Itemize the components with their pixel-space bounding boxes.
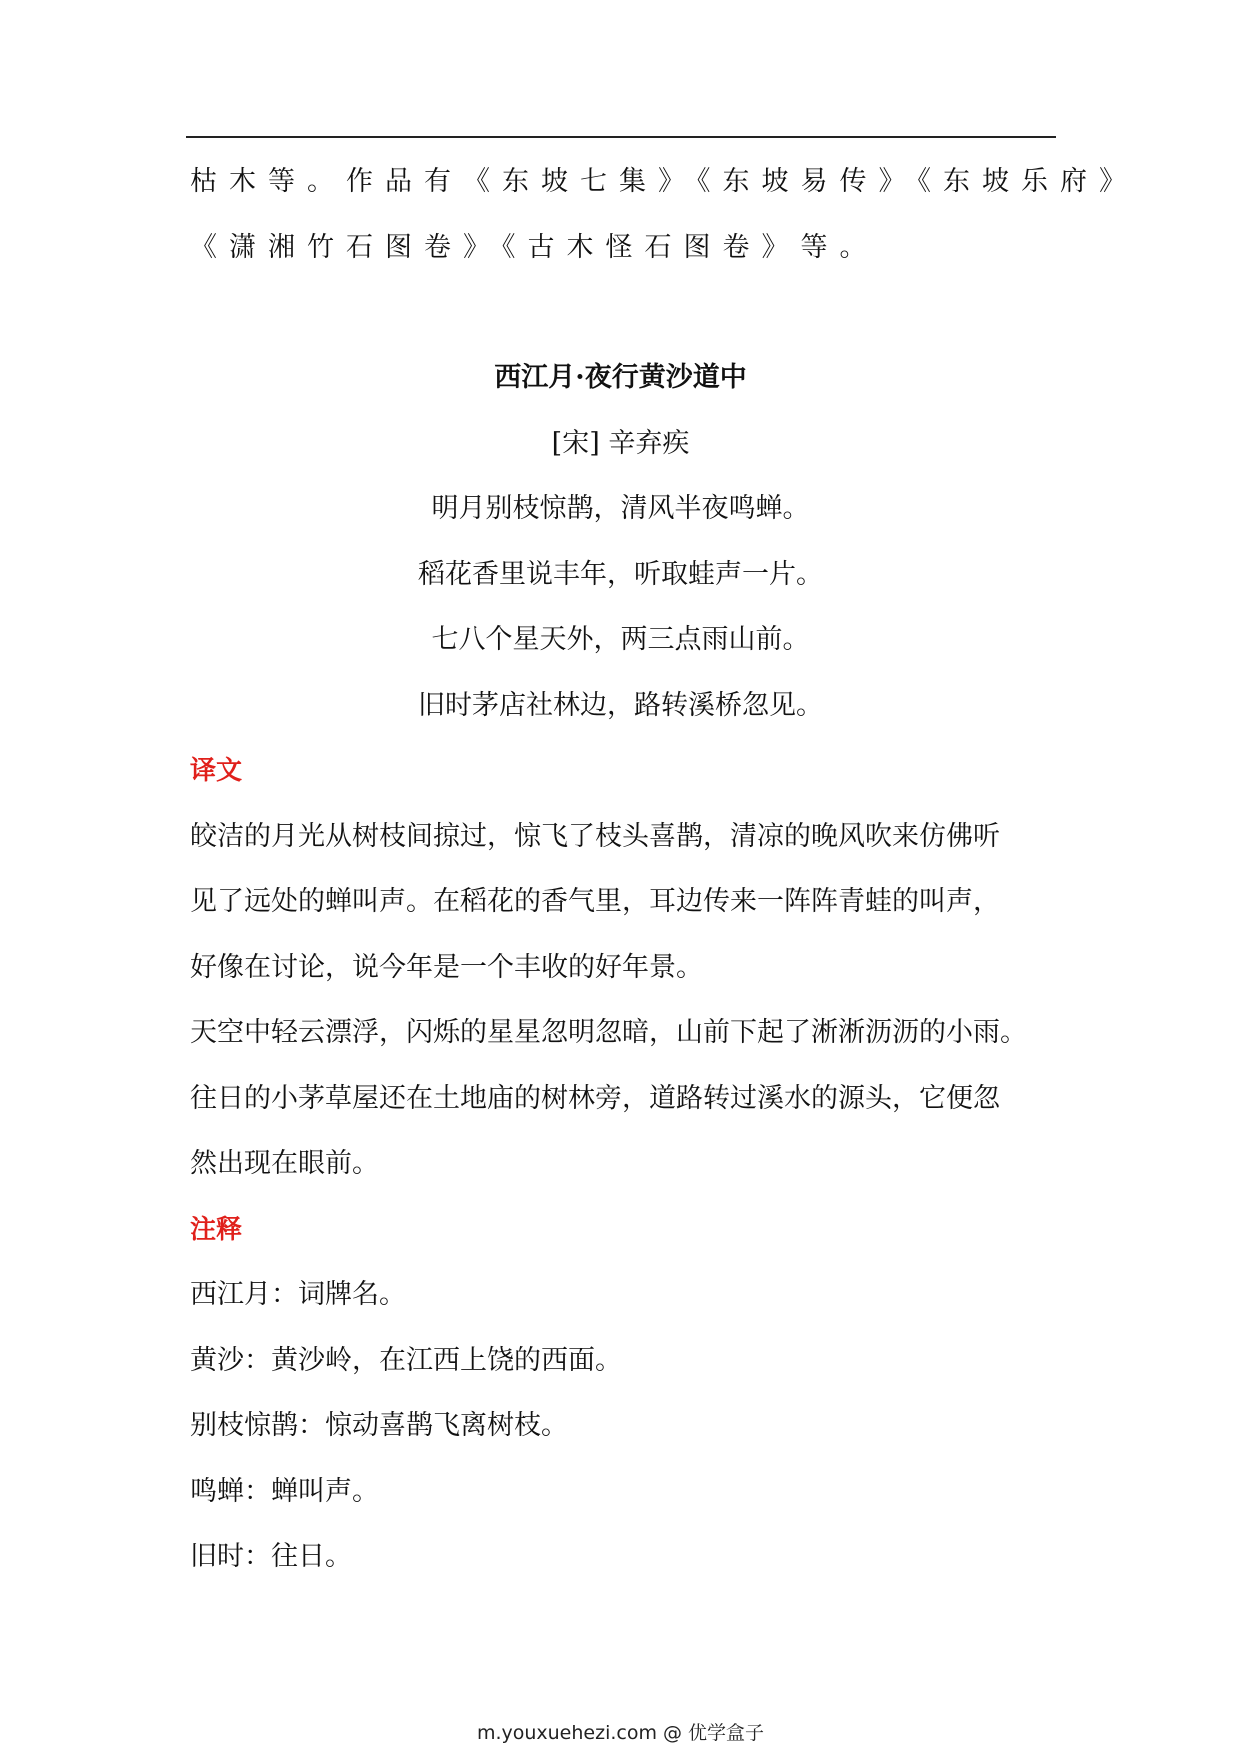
poem-line: 明月别枝惊鹊，清风半夜鸣蝉。: [431, 493, 810, 524]
note-item: 鸣蝉：蝉叫声。: [190, 1476, 379, 1507]
translation-line: 好像在讨论，说今年是一个丰收的好年景。: [190, 952, 703, 983]
intro-line-2: 《潇湘竹石图卷》《古木怪石图卷》等。: [190, 232, 879, 263]
poem-line: 稻花香里说丰年，听取蛙声一片。: [418, 559, 823, 590]
header-divider: [186, 136, 1056, 138]
note-item: 黄沙：黄沙岭，在江西上饶的西面。: [190, 1345, 622, 1376]
note-item: 旧时：往日。: [190, 1541, 352, 1572]
translation-line: 皎洁的月光从树枝间掠过，惊飞了枝头喜鹊，清凉的晚风吹来仿佛听: [190, 821, 1000, 852]
translation-line: 天空中轻云漂浮，闪烁的星星忽明忽暗，山前下起了淅淅沥沥的小雨。: [190, 1017, 1027, 1048]
translation-line: 然出现在眼前。: [190, 1148, 379, 1179]
translation-line: 见了远处的蝉叫声。在稻花的香气里，耳边传来一阵阵青蛙的叫声，: [190, 886, 1000, 917]
note-item: 西江月：词牌名。: [190, 1279, 406, 1310]
poem-author: [宋] 辛弃疾: [551, 428, 690, 459]
notes-heading: 注释: [190, 1215, 243, 1245]
poem-title: 西江月·夜行黄沙道中: [494, 362, 747, 393]
translation-line: 往日的小茅草屋还在土地庙的树林旁，道路转过溪水的源头，它便忽: [190, 1083, 1000, 1114]
poem-line: 旧时茅店社林边，路转溪桥忽见。: [418, 690, 823, 721]
translation-heading: 译文: [190, 756, 243, 786]
poem-line: 七八个星天外，两三点雨山前。: [431, 624, 810, 655]
intro-line-1: 枯木等。作品有《东坡七集》《东坡易传》《东坡乐府》: [190, 166, 1138, 197]
footer-watermark: m.youxuehezi.com @ 优学盒子: [476, 1722, 765, 1744]
note-item: 别枝惊鹊：惊动喜鹊飞离树枝。: [190, 1410, 568, 1441]
